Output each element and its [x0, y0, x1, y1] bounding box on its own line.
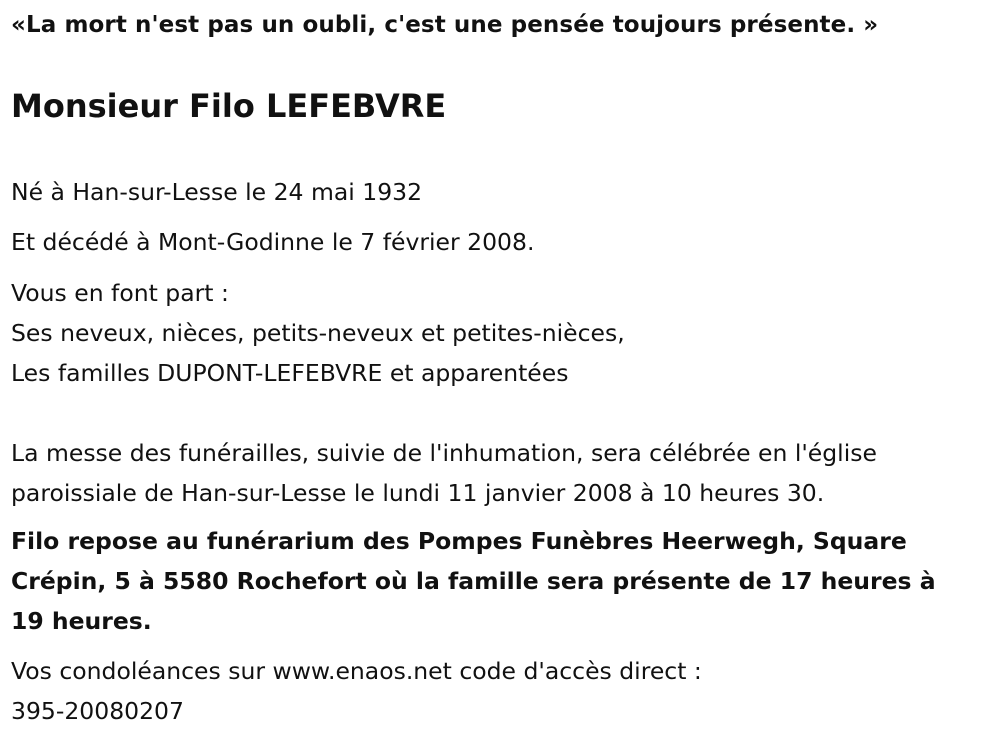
repose-line: Filo repose au funérarium des Pompes Funèbres Heerwegh, Square — [11, 527, 907, 555]
announcement-block — [11, 273, 986, 393]
repose-line: 19 heures. — [11, 607, 152, 635]
access-code: 395-20080207 — [11, 697, 184, 725]
announcement-families-line: Les familles DUPONT-LEFEBVRE et apparentées — [11, 359, 569, 387]
mass-line: paroissiale de Han-sur-Lesse le lundi 11 janvier 2008 à 10 heures 30. — [11, 479, 825, 507]
repose-line: Crépin, 5 à 5580 Rochefort où la famille sera présente de 17 heures à — [11, 567, 936, 595]
announcement-family-line: Ses neveux, nièces, petits-neveux et petites-nièces, — [11, 319, 625, 347]
condolences-line: Vos condoléances sur www.enaos.net code d'accès direct : — [11, 657, 702, 685]
announcement-intro: Vous en font part : — [11, 279, 229, 307]
funeral-mass-paragraph — [11, 433, 986, 513]
mass-line: La messe des funérailles, suivie de l'inhumation, sera célébrée en l'église — [11, 439, 877, 467]
deceased-name-title: Monsieur Filo LEFEBVRE — [11, 87, 447, 125]
death-line: Et décédé à Mont-Godinne le 7 février 2008. — [11, 228, 535, 256]
birth-line: Né à Han-sur-Lesse le 24 mai 1932 — [11, 178, 423, 206]
epigraph-quote: «La mort n'est pas un oubli, c'est une pensée toujours présente. » — [11, 12, 879, 38]
repose-paragraph — [11, 521, 986, 641]
condolences-paragraph — [11, 651, 986, 731]
